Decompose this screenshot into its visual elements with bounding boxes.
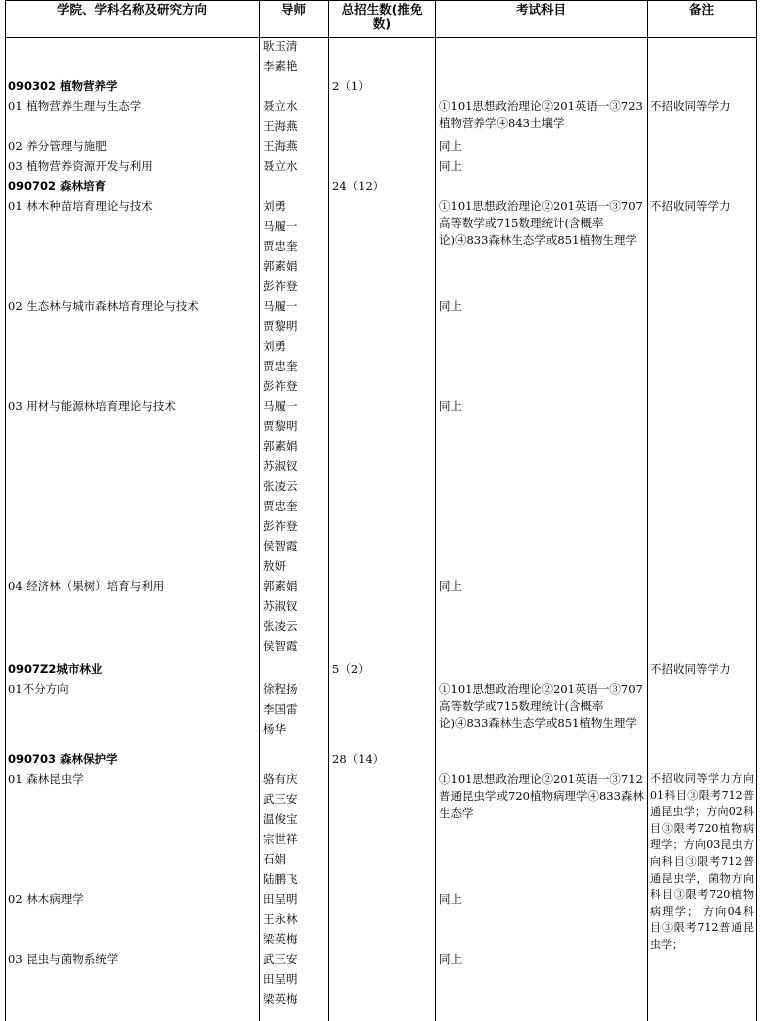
remark: 不招收同等学力 bbox=[650, 99, 731, 113]
direction-name: 03 植物营养资源开发与利用 bbox=[8, 159, 153, 173]
advisor-name: 贾黎明 bbox=[263, 319, 298, 333]
header-advisor: 导师 bbox=[280, 2, 306, 17]
column-divider-remarks bbox=[647, 0, 648, 1021]
advisor-name: 侯智霞 bbox=[263, 639, 298, 653]
program-enrollment: 24（12） bbox=[332, 179, 385, 193]
advisor-name: 武三安 bbox=[263, 792, 298, 806]
column-divider-exam bbox=[435, 0, 436, 1021]
exam-subjects: 同上 bbox=[439, 892, 462, 906]
advisor-name: 彭祚登 bbox=[263, 519, 298, 533]
direction-name: 03 用材与能源林培育理论与技术 bbox=[8, 399, 176, 413]
advisor-name: 田呈明 bbox=[263, 892, 298, 906]
exam-subjects: 同上 bbox=[439, 299, 462, 313]
column-divider-advisor bbox=[259, 0, 260, 1021]
advisor-name: 梁英梅 bbox=[263, 992, 298, 1006]
program-title: 090702 森林培育 bbox=[8, 179, 107, 193]
header-bottom-border bbox=[5, 37, 757, 38]
header-top-border bbox=[5, 0, 757, 1]
advisor-name: 王海燕 bbox=[263, 119, 298, 133]
advisor-name: 郭素娟 bbox=[263, 579, 298, 593]
advisor-name: 郭素娟 bbox=[263, 259, 298, 273]
advisor-name: 张凌云 bbox=[263, 479, 298, 493]
exam-subjects: ①101思想政治理论②201英语一③723植物营养学④843土壤学 bbox=[439, 99, 643, 130]
advisor-name: 马履一 bbox=[263, 299, 298, 313]
exam-subjects: 同上 bbox=[439, 399, 462, 413]
advisor-name: 彭祚登 bbox=[263, 279, 298, 293]
advisor-name: 刘勇 bbox=[263, 339, 286, 353]
advisor-name: 苏淑钗 bbox=[263, 459, 298, 473]
column-divider-enrollment bbox=[328, 0, 329, 1021]
program-enrollment: 5（2） bbox=[332, 662, 370, 676]
exam-subjects: 同上 bbox=[439, 952, 462, 966]
advisor-name: 李国雷 bbox=[263, 702, 298, 716]
advisor-name: 贾忠奎 bbox=[263, 239, 298, 253]
table-border-left bbox=[5, 0, 6, 1021]
table-border-right bbox=[756, 0, 757, 1021]
direction-name: 03 昆虫与菌物系统学 bbox=[8, 952, 119, 966]
program-title: 090703 森林保护学 bbox=[8, 752, 118, 766]
exam-subjects: 同上 bbox=[439, 139, 462, 153]
direction-name: 01不分方向 bbox=[8, 682, 69, 696]
advisor-name: 张凌云 bbox=[263, 619, 298, 633]
advisor-name: 骆有庆 bbox=[263, 772, 298, 786]
direction-name: 01 植物营养生理与生态学 bbox=[8, 99, 142, 113]
remark: 不招收同等学力 bbox=[650, 662, 731, 676]
direction-name: 02 养分管理与施肥 bbox=[8, 139, 107, 153]
advisor-name: 田呈明 bbox=[263, 972, 298, 986]
advisor-name: 敖妍 bbox=[263, 559, 286, 573]
header-remarks: 备注 bbox=[688, 2, 714, 17]
advisor-name: 杨华 bbox=[263, 722, 286, 736]
exam-subjects: 同上 bbox=[439, 159, 462, 173]
header-college: 学院、学科名称及研究方向 bbox=[56, 2, 207, 17]
program-enrollment: 28（14） bbox=[332, 752, 385, 766]
program-enrollment: 2（1） bbox=[332, 79, 370, 93]
advisor-name: 苏淑钗 bbox=[263, 599, 298, 613]
direction-name: 01 林木种苗培育理论与技术 bbox=[8, 199, 153, 213]
header-exam: 考试科目 bbox=[515, 2, 566, 17]
program-title: 090302 植物营养学 bbox=[8, 79, 118, 93]
advisor-name: 聂立水 bbox=[263, 159, 298, 173]
direction-name: 02 林木病理学 bbox=[8, 892, 84, 906]
advisor-name: 耿玉清 bbox=[263, 39, 298, 53]
remark: 不招收同等学力 bbox=[650, 199, 731, 213]
advisor-name: 马履一 bbox=[263, 219, 298, 233]
advisor-name: 贾忠奎 bbox=[263, 359, 298, 373]
advisor-name: 温俊宝 bbox=[263, 812, 298, 826]
advisor-name: 石娟 bbox=[263, 852, 286, 866]
advisor-name: 马履一 bbox=[263, 399, 298, 413]
exam-subjects: ①101思想政治理论②201英语一③712普通昆虫学或720植物病理学④833森林生态学 bbox=[439, 772, 644, 820]
advisor-name: 侯智霞 bbox=[263, 539, 298, 553]
advisor-name: 王永林 bbox=[263, 912, 298, 926]
forest-protection-remark: 不招收同等学力方向01科目③限考712普通昆虫学；方向02科目③限考720植物病理学；方向03昆虫方向科目③限考712普通昆虫学，菌物方向科目③限考720植物病理学； 方向04科目③限考712普通昆虫学； bbox=[650, 772, 754, 951]
advisor-name: 刘勇 bbox=[263, 199, 286, 213]
advisor-name: 贾黎明 bbox=[263, 419, 298, 433]
advisor-name: 聂立水 bbox=[263, 99, 298, 113]
header-enrollment: 总招生数(推免数) bbox=[341, 2, 423, 31]
advisor-name: 郭素娟 bbox=[263, 439, 298, 453]
direction-name: 01 森林昆虫学 bbox=[8, 772, 84, 786]
advisor-name: 李素艳 bbox=[263, 59, 298, 73]
advisor-name: 彭祚登 bbox=[263, 379, 298, 393]
advisor-name: 徐程扬 bbox=[263, 682, 298, 696]
advisor-name: 贾忠奎 bbox=[263, 499, 298, 513]
advisor-name: 武三安 bbox=[263, 952, 298, 966]
advisor-name: 梁英梅 bbox=[263, 932, 298, 946]
exam-subjects: ①101思想政治理论②201英语一③707高等数学或715数理统计(含概率论)④833森林生态学或851植物生理学 bbox=[439, 199, 643, 247]
exam-subjects: ①101思想政治理论②201英语一③707高等数学或715数理统计(含概率论)④833森林生态学或851植物生理学 bbox=[439, 682, 643, 730]
advisor-name: 王海燕 bbox=[263, 139, 298, 153]
advisor-name: 宗世祥 bbox=[263, 832, 298, 846]
direction-name: 04 经济林（果树）培育与利用 bbox=[8, 579, 165, 593]
advisor-name: 陆鹏飞 bbox=[263, 872, 298, 886]
exam-subjects: 同上 bbox=[439, 579, 462, 593]
program-title: 0907Z2城市林业 bbox=[8, 662, 103, 676]
direction-name: 02 生态林与城市森林培育理论与技术 bbox=[8, 299, 199, 313]
